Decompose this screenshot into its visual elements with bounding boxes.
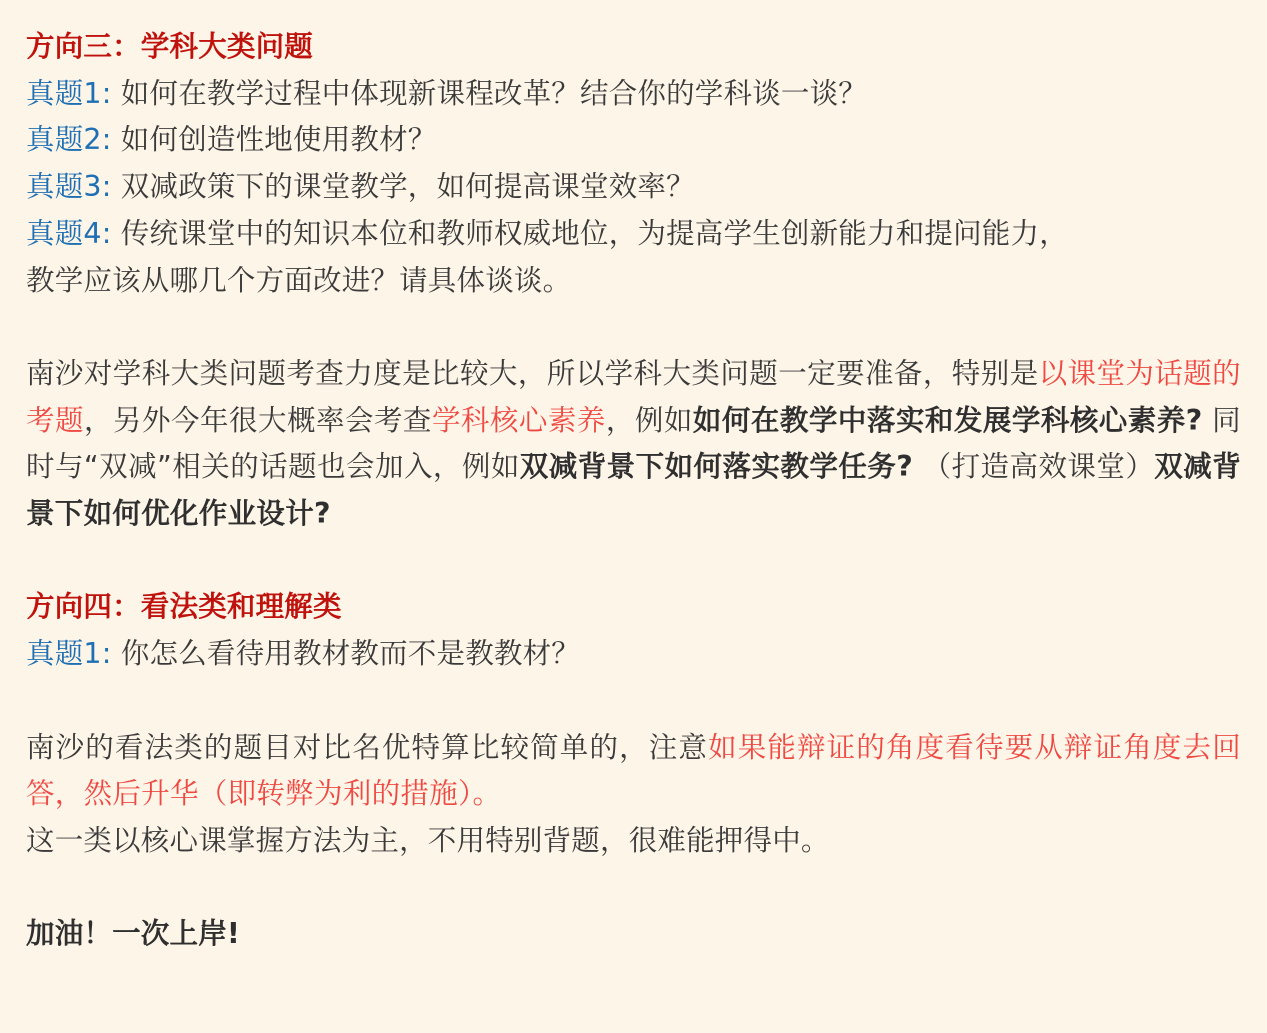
question-text: 如何在教学过程中体现新课程改革？结合你的学科谈一谈？: [111, 76, 868, 110]
question-text: 如何创造性地使用教材？: [111, 123, 437, 157]
highlight-text: 以课堂为话题的考题: [26, 356, 1241, 437]
analysis-text: 同时与“双减”相关的话题也会加入，例如: [26, 403, 1241, 484]
analysis-text: ，另外今年很大概率会考查: [84, 403, 432, 437]
spacer: [26, 865, 1241, 912]
spacer: [26, 678, 1241, 725]
analysis-text: （打造高效课堂）: [913, 450, 1155, 484]
question-text: 你怎么看待用教材教而不是教教材？: [111, 637, 581, 671]
analysis-text: ，例如: [605, 403, 693, 437]
closing-message: 加油！一次上岸!: [26, 917, 241, 951]
question-1: [26, 71, 1241, 118]
analysis-paragraph-direction-4: [26, 725, 1241, 818]
question-2: [26, 117, 1241, 164]
question-label: 真题2:: [26, 123, 112, 157]
question-label: 真题4:: [26, 216, 112, 250]
spacer: [26, 304, 1241, 351]
bold-text: 如何在教学中落实和发展学科核心素养?: [692, 403, 1203, 437]
highlight-text: 学科核心素养: [431, 403, 606, 437]
analysis-paragraph-direction-3: [26, 351, 1241, 538]
section-heading-direction-3: 方向三：学科大类问题: [26, 30, 314, 63]
bold-text: 双减背景下如何落实教学任务?: [519, 450, 914, 484]
highlight-text: 如果能辩证的角度看待要从辩证角度去回答，然后升华（即转弊为利的措施）。: [26, 730, 1241, 811]
question-label: 真题3:: [26, 170, 112, 204]
bold-text: 双减背景下如何优化作业设计?: [26, 450, 1241, 531]
question-text: 双减政策下的课堂教学，如何提高课堂效率？: [111, 170, 695, 204]
section-heading-direction-4: 方向四：看法类和理解类: [26, 590, 342, 624]
question-4-continued: 教学应该从哪几个方面改进？请具体谈谈。: [26, 263, 572, 297]
analysis-text: 南沙的看法类的题目对比名优特算比较简单的，注意: [26, 730, 709, 764]
question-1: [26, 631, 1241, 678]
question-label: 真题1:: [26, 76, 112, 110]
question-4: [26, 211, 1241, 258]
spacer: [26, 538, 1241, 585]
question-text: 传统课堂中的知识本位和教师权威地位，为提高学生创新能力和提问能力，: [111, 216, 1068, 250]
question-label: 真题1:: [26, 637, 112, 671]
analysis-note: 这一类以核心课掌握方法为主，不用特别背题，很难能押得中。: [26, 823, 830, 857]
analysis-text: 南沙对学科大类问题考查力度是比较大，所以学科大类问题一定要准备，特别是: [26, 356, 1039, 390]
question-3: [26, 164, 1241, 211]
